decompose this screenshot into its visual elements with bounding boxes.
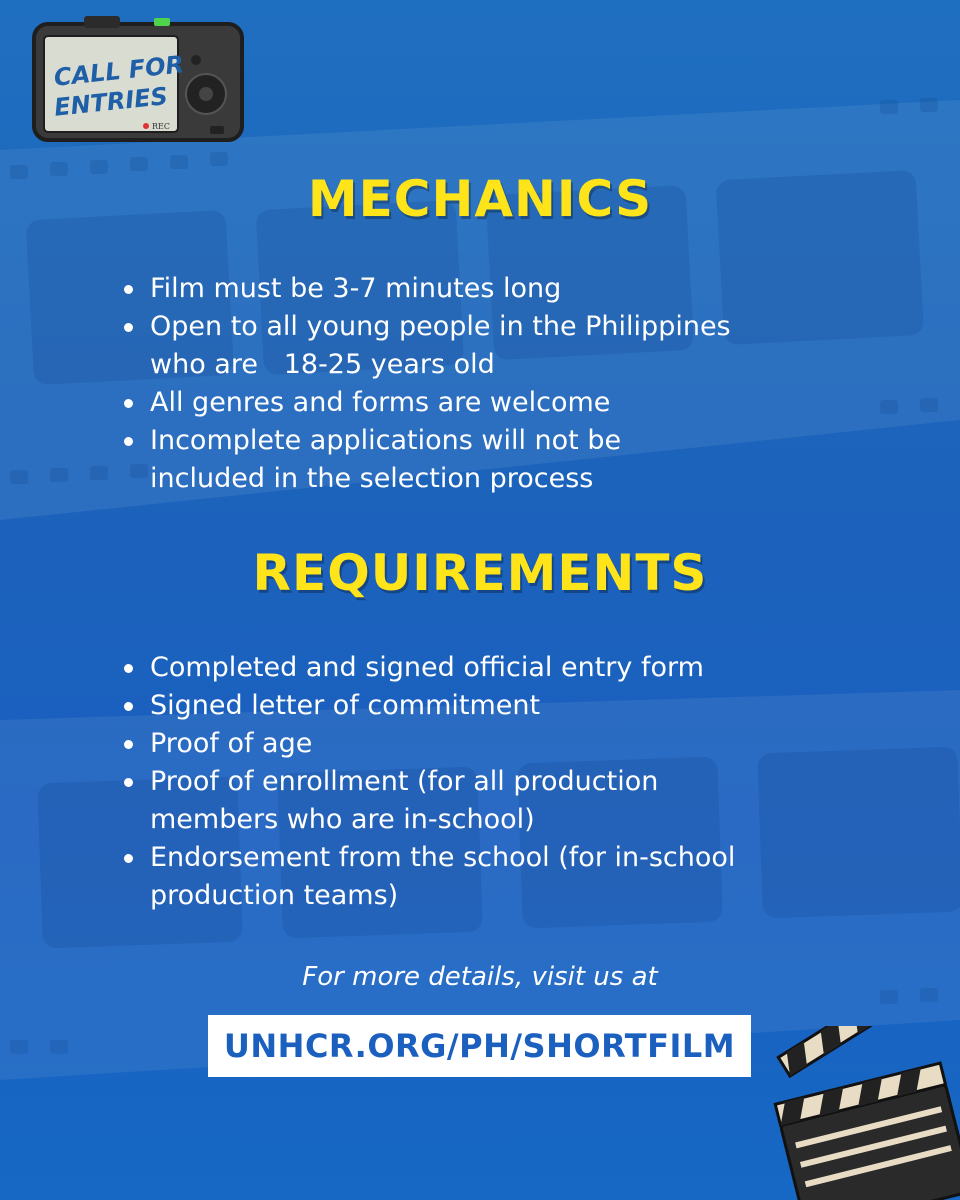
list-item [116, 839, 856, 915]
list-item [116, 763, 856, 839]
requirements-list [116, 649, 856, 915]
list-item-line: Incomplete applications will not be [150, 425, 622, 456]
list-item-line: Open to all young people in the Philippines [150, 311, 731, 342]
camera-icon [30, 14, 246, 144]
list-item [116, 725, 856, 763]
mechanics-title: MECHANICS [307, 170, 653, 228]
list-item-line: who are 18-25 years old [150, 349, 495, 380]
list-item-line: Proof of age [150, 728, 313, 759]
url-link[interactable]: UNHCR.ORG/PH/SHORTFILM [223, 1027, 736, 1065]
list-item [116, 308, 856, 384]
url-banner[interactable] [208, 1015, 751, 1077]
badge-line1: CALL FOR [52, 50, 186, 92]
list-item [116, 270, 856, 308]
clapperboard-icon [768, 1026, 960, 1200]
list-item-line: Film must be 3-7 minutes long [150, 273, 562, 304]
badge-line2: ENTRIES [52, 82, 170, 122]
list-item-line: included in the selection process [150, 463, 594, 494]
more-details-text: For more details, visit us at [302, 962, 658, 992]
list-item [116, 649, 856, 687]
list-item [116, 384, 856, 422]
list-item-line: Endorsement from the school (for in-school [150, 842, 736, 873]
list-item-line: members who are in-school) [150, 804, 535, 835]
list-item-line: Signed letter of commitment [150, 690, 541, 721]
list-item-line: Proof of enrollment (for all production [150, 766, 659, 797]
camera-rec-label: REC [152, 122, 170, 131]
list-item [116, 687, 856, 725]
mechanics-list [116, 270, 856, 498]
list-item-line: Completed and signed official entry form [150, 652, 704, 683]
requirements-title: REQUIREMENTS [252, 544, 708, 602]
list-item [116, 422, 856, 498]
list-item-line: production teams) [150, 880, 399, 911]
list-item-line: All genres and forms are welcome [150, 387, 611, 418]
